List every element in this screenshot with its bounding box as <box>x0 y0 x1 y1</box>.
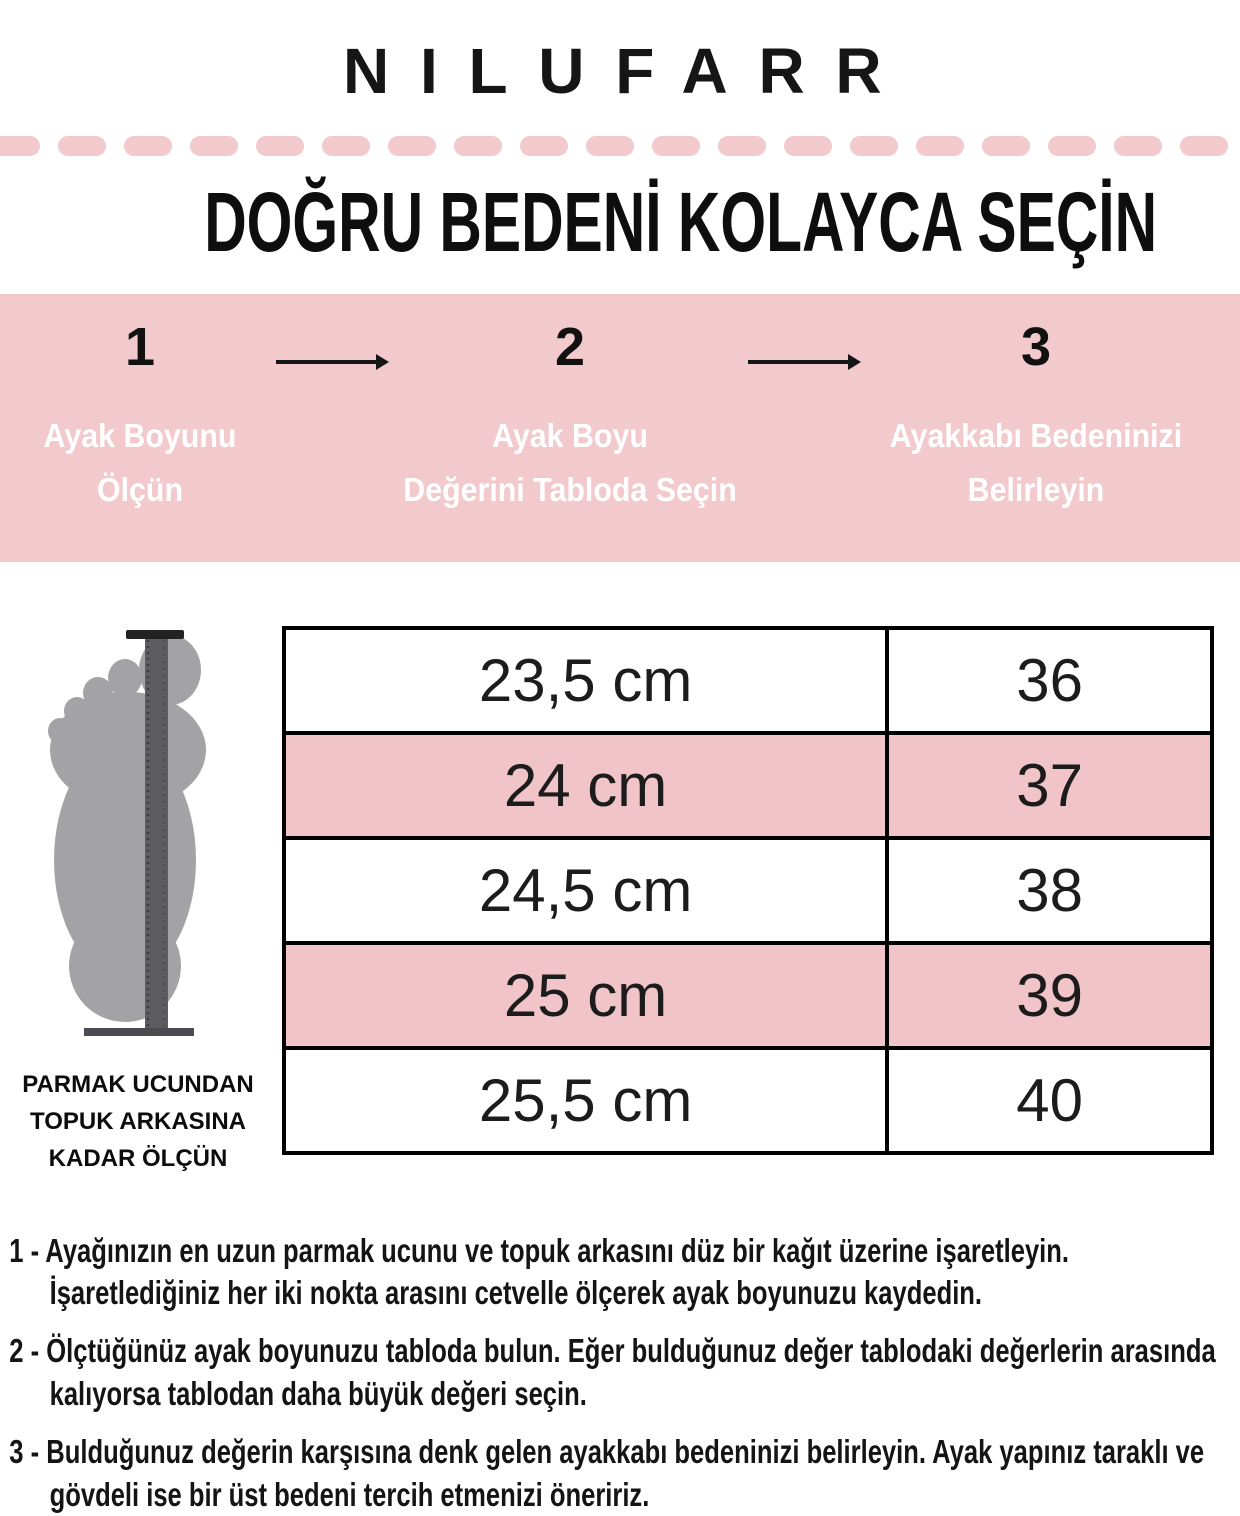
step-1 <box>0 294 280 562</box>
instruction-step-1: 1 - Ayağınızın en uzun parmak ucunu ve topuk arkasını düz bir kağıt üzerine işaretleyin. İşaretlediğiniz her iki nokta arasını cetvelle ölçerek ayak boyunuzu kaydedin. <box>9 1231 1070 1312</box>
page-title-row <box>0 175 1240 269</box>
step-2-label <box>322 409 819 516</box>
shoe-size-cell: 39 <box>887 943 1212 1048</box>
table-row <box>284 943 1212 1048</box>
table-row <box>284 838 1212 943</box>
foot-measurement-figure <box>0 626 280 1178</box>
foot-length-cell: 24,5 cm <box>284 838 887 943</box>
step-3-number: 3 <box>1020 317 1052 377</box>
step-1-label <box>11 409 269 516</box>
instruction-step-3: 3 - Bulduğunuz değerin karşısına denk gelen ayakkabı bedeninizi belirleyin. Ayak yapınız taraklı ve gövdeli ise bir üst bedeni tercih etmenizi öneririz. <box>9 1433 1205 1514</box>
shoe-size-cell: 40 <box>887 1048 1212 1153</box>
toe-tip-marker <box>126 630 184 639</box>
step-1-label-line-1: Ayak Boyunu <box>43 417 237 455</box>
main-content <box>0 626 1240 1178</box>
step-3-label-line-2: Belirleyin <box>967 470 1105 508</box>
instruction-step-2: 2 - Ölçtüğünüz ayak boyunuzu tabloda bulun. Eğer bulduğunuz değer tablodaki değerlerin arasında kalıyorsa tablodan daha büyük değeri seçin. <box>9 1332 1216 1413</box>
foot-length-cell: 25,5 cm <box>284 1048 887 1153</box>
dashed-divider <box>0 136 1240 156</box>
step-3 <box>840 294 1232 562</box>
table-row <box>284 628 1212 733</box>
heel-baseline-marker <box>84 1028 194 1036</box>
step-1-number: 1 <box>124 317 156 377</box>
foot-ruler-illustration <box>22 628 252 1040</box>
figure-caption-line-3: KADAR ÖLÇÜN <box>48 1145 228 1173</box>
toe-shape <box>108 659 142 697</box>
table-row <box>284 1048 1212 1153</box>
step-2 <box>300 294 840 562</box>
shoe-size-cell: 38 <box>887 838 1212 943</box>
shoe-size-cell: 37 <box>887 733 1212 838</box>
size-table <box>282 626 1214 1155</box>
step-3-label <box>856 409 1217 516</box>
figure-caption-line-2: TOPUK ARKASINA <box>29 1108 246 1136</box>
foot-length-cell: 25 cm <box>284 943 887 1048</box>
page-title: DOĞRU BEDENİ KOLAYCA SEÇİN <box>204 175 1158 269</box>
figure-caption-line-1: PARMAK UCUNDAN <box>22 1071 254 1098</box>
step-1-label-line-2: Ölçün <box>96 470 184 508</box>
shoe-size-cell: 36 <box>887 628 1212 733</box>
brand-logo: NILUFARR <box>343 35 913 107</box>
step-2-number: 2 <box>554 317 586 377</box>
step-2-label-line-1: Ayak Boyu <box>492 417 648 455</box>
figure-caption <box>0 1066 276 1178</box>
instructions <box>0 1230 1240 1516</box>
steps-banner <box>0 294 1240 562</box>
step-2-label-line-2: Değerini Tabloda Seçin <box>403 470 737 508</box>
foot-length-cell: 23,5 cm <box>284 628 887 733</box>
foot-length-cell: 24 cm <box>284 733 887 838</box>
table-row <box>284 733 1212 838</box>
step-3-label-line-1: Ayakkabı Bedeninizi <box>889 417 1183 455</box>
